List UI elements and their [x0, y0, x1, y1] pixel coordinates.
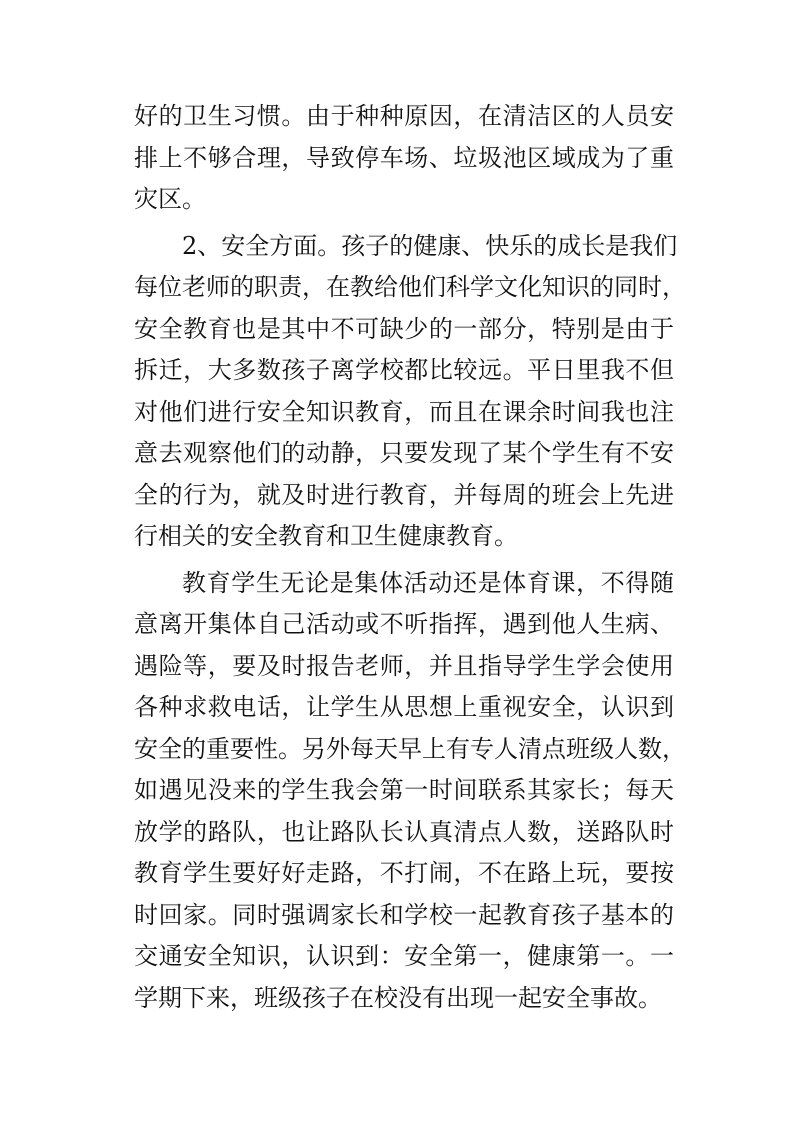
text-line: 行相关的安全教育和卫生健康教育。: [134, 522, 518, 550]
paragraph: [134, 96, 674, 221]
text-line: 全的行为，就及时进行教育，并每周的班会上先进: [134, 480, 674, 509]
text-line: 2、安全方面。孩子的健康、快乐的成长是我们: [182, 231, 678, 260]
text-line: 放学的路队，也让路队长认真清点人数，送路队时: [134, 817, 674, 846]
text-line: 如遇见没来的学生我会第一时间联系其家长；每天: [134, 776, 674, 804]
text-line: 排上不够合理，导致停车场、垃圾池区域成为了重: [134, 143, 674, 172]
text-line: 时回家。同时强调家长和学校一起教育孩子基本的: [134, 900, 674, 929]
text-line: 交通安全知识，认识到：安全第一，健康第一。一: [134, 942, 674, 970]
text-line: 安全的重要性。另外每天早上有专人清点班级人数，: [134, 734, 686, 763]
paragraph: [134, 226, 686, 558]
text-line: 意去观察他们的动静，只要发现了某个学生有不安: [134, 439, 674, 467]
text-line: 对他们进行安全知识教育，而且在课余时间我也注: [134, 397, 674, 426]
text-line: 好的卫生习惯。由于种种原因，在清洁区的人员安: [134, 102, 674, 130]
text-line: 各种求救电话，让学生从思想上重视安全，认识到: [134, 693, 674, 721]
text-line: 意离开集体自己活动或不听指挥，遇到他人生病、: [134, 610, 674, 638]
text-line: 每位老师的职责，在教给他们科学文化知识的同时，: [134, 273, 686, 301]
document-body: [134, 96, 686, 1019]
text-line: 遇险等，要及时报告老师，并且指导学生学会使用: [134, 651, 674, 680]
text-line: 安全教育也是其中不可缺少的一部分，特别是由于: [134, 314, 674, 343]
text-line: 灾区。: [134, 185, 206, 213]
text-line: 学期下来，班级孩子在校没有出现一起安全事故。: [134, 983, 662, 1012]
text-line: 教育学生要好好走路，不打闹，不在路上玩，要按: [134, 859, 674, 887]
text-line: 教育学生无论是集体活动还是体育课，不得随: [182, 568, 674, 597]
text-line: 拆迁，大多数孩子离学校都比较远。平日里我不但: [134, 356, 674, 384]
paragraph: [134, 563, 686, 1020]
